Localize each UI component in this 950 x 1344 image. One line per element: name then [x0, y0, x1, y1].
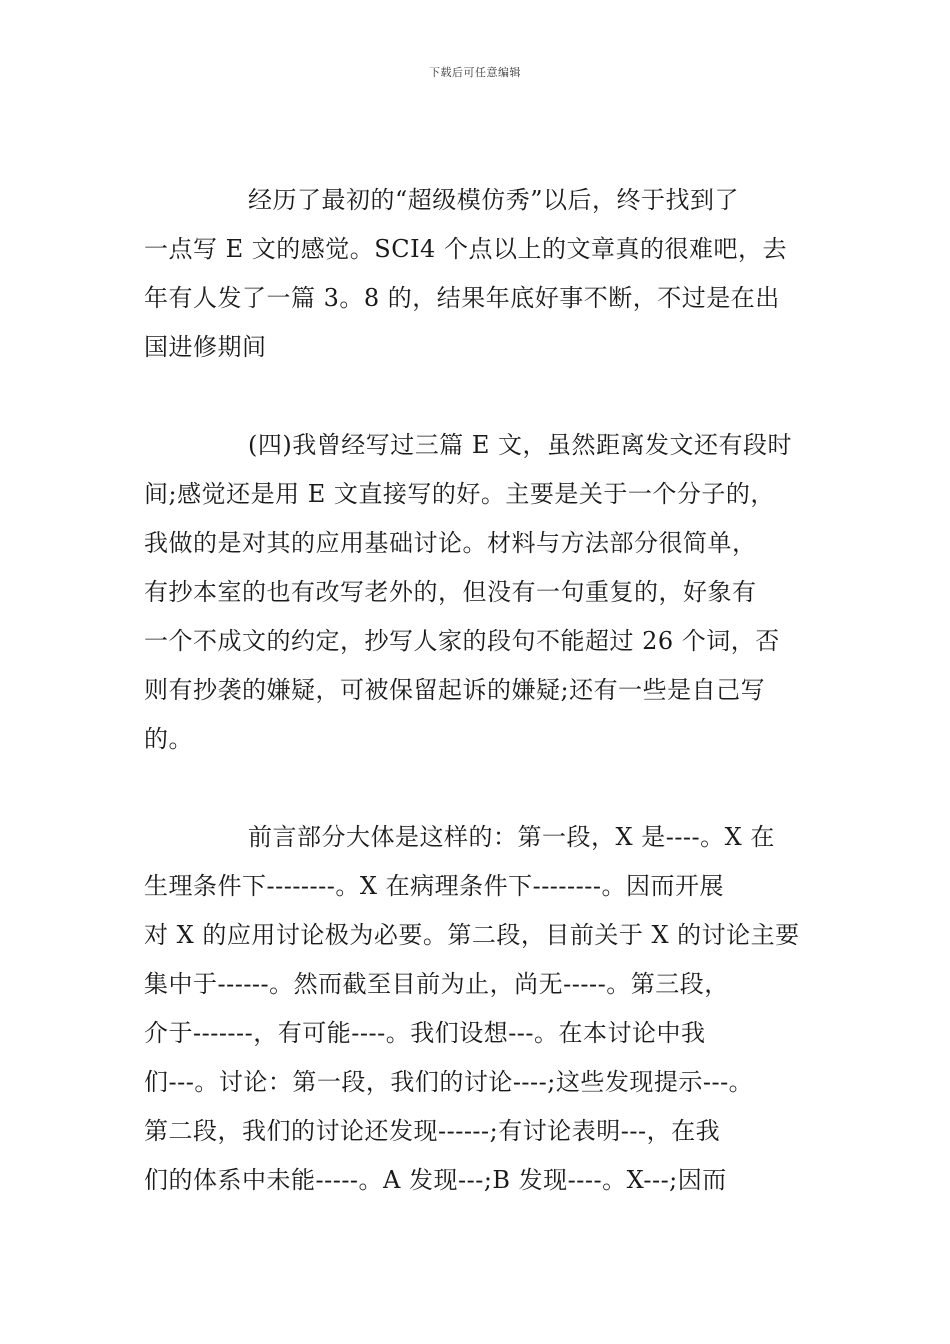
text-line: 年有人发了一篇 3。8 的，结果年底好事不断，不过是在出: [144, 284, 780, 312]
paragraph-spacer: [144, 372, 816, 421]
document-body: [144, 176, 816, 1205]
text-line: 我做的是对其的应用基础讨论。材料与方法部分很简单，: [144, 529, 757, 557]
text-line: (四)我曾经写过三篇 E 文，虽然距离发文还有段时: [248, 431, 793, 459]
text-line: 经历了最初的“超级模仿秀”以后，终于找到了: [248, 186, 740, 214]
text-line: 一个不成文的约定，抄写人家的段句不能超过 26 个词，否: [144, 627, 780, 655]
text-line: 生理条件下--------。X 在病理条件下--------。因而开展: [144, 872, 724, 900]
text-line: 介于-------，有可能----。我们设想---。在本讨论中我: [144, 1019, 706, 1047]
text-line: 国进修期间: [144, 333, 267, 361]
text-line: 则有抄袭的嫌疑，可被保留起诉的嫌疑;还有一些是自己写: [144, 676, 766, 704]
text-line: 前言部分大体是这样的：第一段，X 是----。X 在: [248, 823, 775, 851]
text-line: 们---。讨论：第一段，我们的讨论----;这些发现提示---。: [144, 1068, 754, 1096]
text-line: 的。: [144, 725, 193, 753]
paragraph: [144, 421, 816, 764]
paragraph-spacer: [144, 764, 816, 813]
text-line: 们的体系中未能-----。A 发现---;B 发现----。X---;因而: [144, 1166, 727, 1194]
paragraph: [144, 176, 816, 372]
text-line: 间;感觉还是用 E 文直接写的好。主要是关于一个分子的，: [144, 480, 775, 508]
text-line: 第二段，我们的讨论还发现------;有讨论表明---，在我: [144, 1117, 721, 1145]
paragraph: [144, 813, 816, 1205]
page-header: 下载后可任意编辑: [429, 66, 521, 79]
text-line: 对 X 的应用讨论极为必要。第二段，目前关于 X 的讨论主要: [144, 921, 800, 949]
text-line: 有抄本室的也有改写老外的，但没有一句重复的，好象有: [144, 578, 757, 606]
text-line: 集中于------。然而截至目前为止，尚无-----。第三段，: [144, 970, 729, 998]
text-line: 一点写 E 文的感觉。SCI4 个点以上的文章真的很难吧，去: [144, 235, 787, 263]
